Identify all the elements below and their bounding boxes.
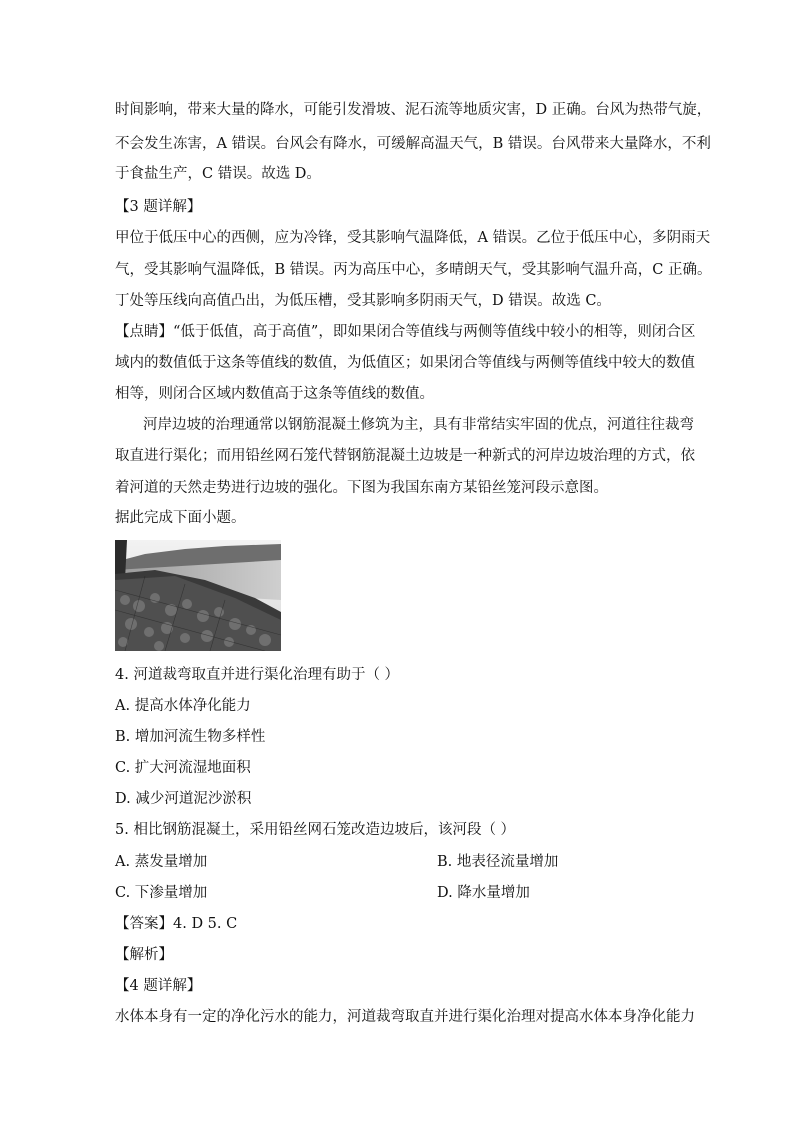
q5-option-c: C. 下渗量增加	[115, 885, 208, 901]
q5-option-d: D. 降水量增加	[437, 885, 530, 901]
text-line: 不会发生冻害，A 错误。台风会有降水，可缓解高温天气，B 错误。台风带来大量降水，不利	[115, 136, 711, 152]
text-line: 甲位于低压中心的西侧，应为冷锋，受其影响气温降低，A 错误。乙位于低压中心，多阴雨天	[115, 230, 711, 246]
question-5-stem: 5. 相比钢筋混凝土，采用铅丝网石笼改造边坡后，该河段（ ）	[115, 822, 516, 838]
intro-line: 取直进行渠化；而用铅丝网石笼代替钢筋混凝土边坡是一种新式的河岸边坡治理的方式，依	[115, 448, 695, 464]
q5-option-b: B. 地表径流量增加	[437, 854, 559, 870]
text-line: 丁处等压线向高值凸出，为低压槽，受其影响多阴雨天气，D 错误。故选 C。	[115, 293, 611, 309]
text-line: 气，受其影响气温降低，B 错误。丙为高压中心，多晴朗天气，受其影响气温升高，C 正确。	[115, 262, 712, 278]
gabion-riverbank-photo	[115, 540, 281, 651]
section-heading: 【3 题详解】	[115, 199, 202, 215]
tip-line: 【点睛】“低于低值，高于高值”，即如果闭合等值线与两侧等值线中较小的相等，则闭合区	[115, 324, 696, 340]
text-line: 水体本身有一定的净化污水的能力，河道裁弯取直并进行渠化治理对提高水体本身净化能力	[115, 1009, 695, 1025]
text-line: 于食盐生产，C 错误。故选 D。	[115, 166, 321, 182]
answer-line: 【答案】4. D 5. C	[115, 916, 238, 932]
intro-line: 据此完成下面小题。	[115, 510, 246, 526]
section-heading: 【4 题详解】	[115, 978, 202, 994]
q5-option-a: A. 蒸发量增加	[115, 854, 208, 870]
question-4-stem: 4. 河道裁弯取直并进行渠化治理有助于（ ）	[115, 667, 400, 683]
intro-line: 着河道的天然走势进行边坡的强化。下图为我国东南方某铅丝笼河段示意图。	[115, 480, 608, 496]
q4-option-b: B. 增加河流生物多样性	[115, 729, 266, 745]
tip-line: 域内的数值低于这条等值线的数值，为低值区；如果闭合等值线与两侧等值线中较大的数值	[115, 355, 695, 371]
q4-option-c: C. 扩大河流湿地面积	[115, 760, 251, 776]
q4-option-a: A. 提高水体净化能力	[115, 698, 251, 714]
text-line: 时间影响，带来大量的降水，可能引发滑坡、泥石流等地质灾害，D 正确。台风为热带气旋，	[115, 102, 712, 118]
intro-line: 河岸边坡的治理通常以钢筋混凝土修筑为主，具有非常结实牢固的优点，河道往往裁弯	[143, 417, 694, 433]
q4-option-d: D. 减少河道泥沙淤积	[115, 791, 252, 807]
tip-line: 相等，则闭合区域内数值高于这条等值线的数值。	[115, 386, 434, 402]
analysis-heading: 【解析】	[115, 947, 173, 963]
